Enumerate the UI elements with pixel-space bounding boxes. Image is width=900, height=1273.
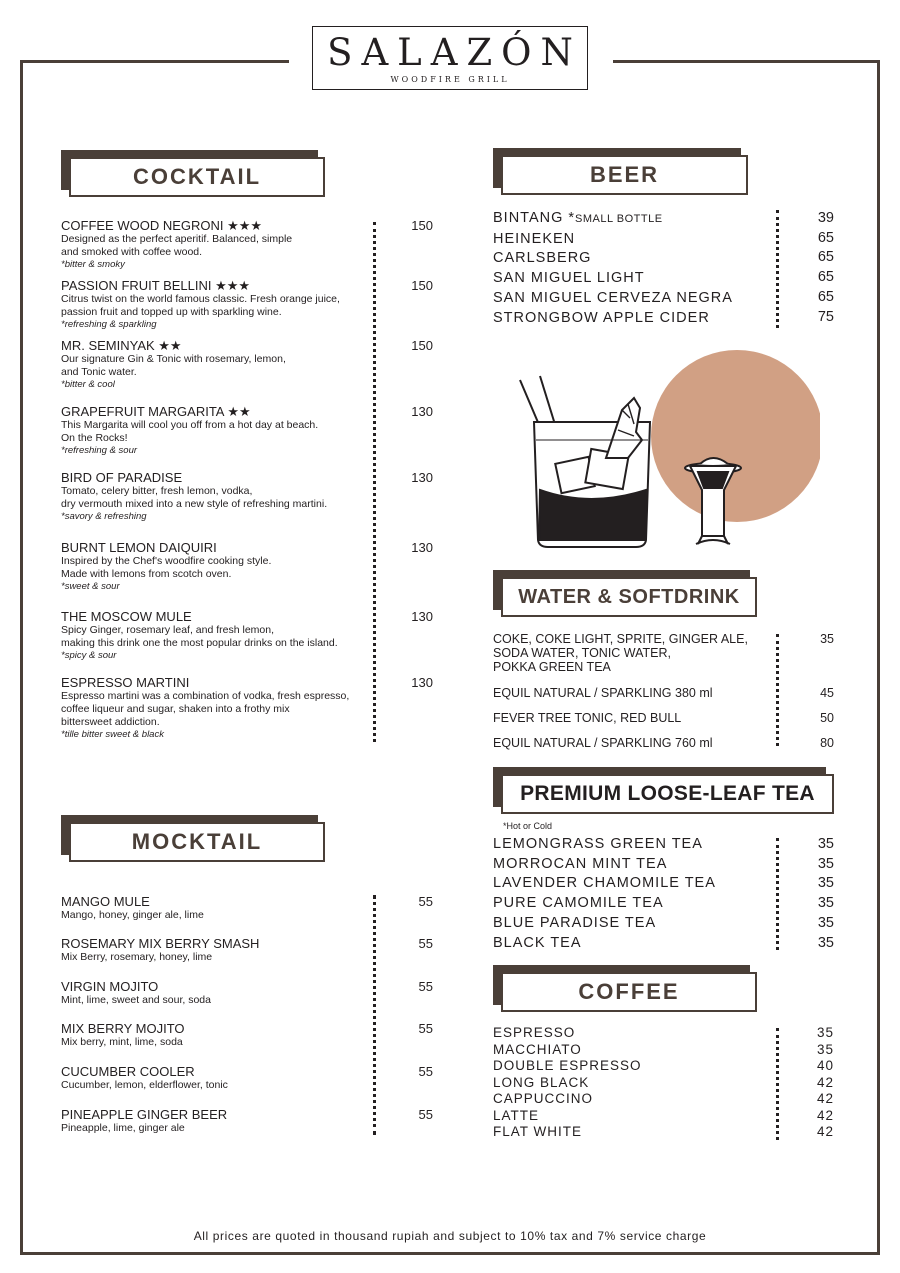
tea-price: 35 bbox=[817, 914, 834, 931]
cocktail-price: 130 bbox=[411, 404, 433, 419]
cocktail-item bbox=[61, 218, 371, 271]
cocktail-item bbox=[61, 540, 371, 593]
coffee-price: 35 bbox=[816, 1041, 834, 1057]
mocktail-price: 55 bbox=[418, 936, 433, 951]
cocktail-description: Our signature Gin & Tonic with rosemary, lemon, bbox=[61, 353, 286, 365]
coffee-name: DOUBLE ESPRESSO bbox=[493, 1058, 642, 1073]
mocktail-name: CUCUMBER COOLER bbox=[61, 1064, 195, 1079]
water-item-name: EQUIL NATURAL / SPARKLING 760 ml bbox=[493, 736, 713, 750]
coffee-price: 42 bbox=[816, 1091, 834, 1106]
cocktail-description: Spicy Ginger, rosemary leaf, and fresh lemon, bbox=[61, 624, 275, 636]
coffee-name: LONG BLACK bbox=[493, 1074, 590, 1090]
cocktail-flavor-note: *refreshing & sour bbox=[61, 445, 138, 456]
water-item bbox=[493, 711, 773, 725]
beer-name: STRONGBOW APPLE CIDER bbox=[493, 309, 710, 326]
tea-dotted-divider bbox=[776, 838, 779, 950]
tea-note: *Hot or Cold bbox=[503, 821, 553, 831]
cocktail-name: PASSION FRUIT BELLINI ★★★ bbox=[61, 278, 251, 293]
cocktail-description: Inspired by the Chef's woodfire cooking style. bbox=[61, 555, 272, 567]
mocktail-price: 55 bbox=[418, 1107, 433, 1122]
mocktail-description: Cucumber, lemon, elderflower, tonic bbox=[61, 1079, 228, 1091]
mocktail-price: 55 bbox=[418, 1021, 433, 1036]
mocktail-dotted-divider bbox=[373, 895, 376, 1135]
cocktail-price: 130 bbox=[411, 470, 433, 485]
cocktail-name: THE MOSCOW MULE bbox=[61, 609, 192, 624]
mocktail-item bbox=[61, 979, 371, 1007]
coffee-title: COFFEE bbox=[501, 972, 757, 1012]
coffee-name: MACCHIATO bbox=[493, 1041, 582, 1057]
beer-name: SAN MIGUEL LIGHT bbox=[493, 270, 645, 287]
cocktail-header bbox=[61, 150, 331, 198]
beer-name: SAN MIGUEL CERVEZA NEGRA bbox=[493, 289, 733, 306]
coffee-list bbox=[493, 1025, 773, 1141]
beer-price: 75 bbox=[817, 308, 834, 325]
tea-list bbox=[493, 835, 773, 953]
mocktail-item bbox=[61, 1107, 371, 1135]
beer-title: BEER bbox=[501, 155, 748, 195]
price-footer-note: All prices are quoted in thousand rupiah and subject to 10% tax and 7% service charge bbox=[193, 1229, 707, 1243]
coffee-name: FLAT WHITE bbox=[493, 1124, 583, 1139]
beer-name: BINTANG * bbox=[493, 210, 576, 226]
beer-item bbox=[493, 230, 773, 250]
brand-subtitle: WOODFIRE GRILL bbox=[390, 75, 510, 84]
cocktail-title: COCKTAIL bbox=[69, 157, 325, 197]
beer-price: 39 bbox=[817, 210, 834, 226]
mocktail-price: 55 bbox=[418, 979, 433, 994]
mocktail-item bbox=[61, 936, 371, 964]
tea-name: LAVENDER CHAMOMILE TEA bbox=[493, 875, 716, 892]
cocktail-dotted-divider bbox=[373, 222, 376, 742]
beer-size-note: SMALL BOTTLE bbox=[575, 213, 663, 225]
mocktail-price: 55 bbox=[418, 894, 433, 909]
cocktail-flavor-note: *bitter & cool bbox=[61, 379, 115, 390]
cocktail-name: BURNT LEMON DAIQUIRI bbox=[61, 540, 217, 555]
accent-circle bbox=[651, 350, 820, 522]
cocktail-price: 150 bbox=[411, 218, 433, 233]
cocktail-flavor-note: *tille bitter sweet & black bbox=[61, 729, 164, 740]
mocktail-description: Mix berry, mint, lime, soda bbox=[61, 1036, 183, 1048]
water-price: 35 bbox=[820, 632, 834, 646]
cocktail-name: GRAPEFRUIT MARGARITA ★★ bbox=[61, 404, 251, 419]
cocktail-description: coffee liqueur and sugar, shaken into a frothy mix bbox=[61, 703, 290, 715]
cocktail-price: 130 bbox=[411, 675, 433, 690]
cocktail-price: 130 bbox=[411, 609, 433, 624]
tea-price: 35 bbox=[817, 895, 834, 912]
beer-price: 65 bbox=[817, 288, 834, 305]
water-item-name: POKKA GREEN TEA bbox=[493, 660, 611, 674]
cocktail-description: Designed as the perfect aperitif. Balanced, simple bbox=[61, 233, 293, 245]
coffee-dotted-divider bbox=[776, 1028, 779, 1140]
tea-name: LEMONGRASS GREEN TEA bbox=[493, 836, 703, 852]
mocktail-description: Mint, lime, sweet and sour, soda bbox=[61, 994, 211, 1006]
coffee-price: 42 bbox=[816, 1124, 834, 1139]
cocktail-description: On the Rocks! bbox=[61, 432, 128, 444]
cocktail-item bbox=[61, 609, 371, 662]
cocktail-description: Tomato, celery bitter, fresh lemon, vodka, bbox=[61, 485, 253, 497]
cocktail-price: 150 bbox=[411, 278, 433, 293]
coffee-name: ESPRESSO bbox=[493, 1025, 576, 1040]
water-item-name: SODA WATER, TONIC WATER, bbox=[493, 646, 672, 660]
tea-name: MORROCAN MINT TEA bbox=[493, 855, 668, 872]
coffee-name: LATTE bbox=[493, 1107, 540, 1123]
water-item-name: FEVER TREE TONIC, RED BULL bbox=[493, 711, 682, 725]
coffee-price: 42 bbox=[816, 1074, 834, 1090]
mocktail-description: Mix Berry, rosemary, honey, lime bbox=[61, 951, 213, 963]
beer-price: 65 bbox=[817, 229, 834, 246]
cocktail-name: ESPRESSO MARTINI bbox=[61, 675, 190, 690]
coffee-header bbox=[493, 965, 763, 1013]
mocktail-item bbox=[61, 894, 371, 922]
cocktail-description: Citrus twist on the world famous classic. Fresh orange juice, bbox=[61, 293, 340, 305]
mocktail-item bbox=[61, 1064, 371, 1092]
water-title: WATER & SOFTDRINK bbox=[501, 577, 757, 617]
cocktail-description: This Margarita will cool you off from a hot day at beach. bbox=[61, 419, 319, 431]
beer-item bbox=[493, 289, 773, 309]
cocktail-description: Espresso martini was a combination of vodka, fresh espresso, bbox=[61, 690, 350, 702]
cocktail-name: COFFEE WOOD NEGRONI ★★★ bbox=[61, 218, 263, 233]
tea-price: 35 bbox=[817, 875, 834, 892]
cocktail-description: dry vermouth mixed into a new style of refreshing martini. bbox=[61, 498, 328, 510]
tea-name: BLUE PARADISE TEA bbox=[493, 914, 657, 931]
beer-price: 65 bbox=[817, 269, 834, 286]
beer-header bbox=[493, 148, 753, 196]
water-price: 45 bbox=[820, 686, 834, 700]
cocktail-description: Made with lemons from scotch oven. bbox=[61, 568, 232, 580]
coffee-price: 35 bbox=[816, 1025, 834, 1040]
tea-prices bbox=[790, 835, 834, 953]
tea-price: 35 bbox=[817, 836, 834, 852]
mocktail-price: 55 bbox=[418, 1064, 433, 1079]
mocktail-title: MOCKTAIL bbox=[69, 822, 325, 862]
water-item bbox=[493, 632, 773, 674]
cocktail-description: passion fruit and topped up with sparkling wine. bbox=[61, 306, 282, 318]
beer-item bbox=[493, 209, 773, 230]
cocktail-flavor-note: *spicy & sour bbox=[61, 650, 117, 661]
tea-header bbox=[493, 767, 838, 815]
mocktail-header bbox=[61, 815, 331, 863]
tea-price: 35 bbox=[817, 934, 834, 951]
cocktail-flavor-note: *bitter & smoky bbox=[61, 259, 125, 270]
tea-title: PREMIUM LOOSE-LEAF TEA bbox=[501, 774, 834, 814]
beer-prices bbox=[790, 209, 834, 327]
cocktail-name: BIRD OF PARADISE bbox=[61, 470, 183, 485]
water-dotted-divider bbox=[776, 634, 779, 746]
water-price: 50 bbox=[820, 711, 834, 725]
cocktail-item bbox=[61, 404, 371, 457]
tea-price: 35 bbox=[817, 855, 834, 872]
logo-box bbox=[312, 26, 588, 90]
water-price: 80 bbox=[820, 736, 834, 750]
cocktail-name: MR. SEMINYAK ★★ bbox=[61, 338, 182, 353]
brand-name: SALAZÓN bbox=[327, 31, 582, 74]
water-item-name: COKE, COKE LIGHT, SPRITE, GINGER ALE, bbox=[493, 632, 748, 646]
cocktail-flavor-note: *sweet & sour bbox=[61, 581, 120, 592]
cocktail-item bbox=[61, 470, 371, 523]
coffee-name: CAPPUCCINO bbox=[493, 1091, 594, 1106]
cocktail-price: 130 bbox=[411, 540, 433, 555]
beer-item bbox=[493, 249, 773, 269]
cocktail-item bbox=[61, 675, 371, 741]
mocktail-name: MANGO MULE bbox=[61, 894, 150, 909]
mocktail-description: Mango, honey, ginger ale, lime bbox=[61, 909, 204, 921]
water-item-name: EQUIL NATURAL / SPARKLING 380 ml bbox=[493, 686, 713, 700]
beer-dotted-divider bbox=[776, 210, 779, 328]
cocktail-flavor-note: *savory & refreshing bbox=[61, 511, 147, 522]
drinks-illustration bbox=[510, 340, 820, 555]
beer-price: 65 bbox=[817, 249, 834, 266]
cocktail-description: bittersweet addiction. bbox=[61, 716, 160, 728]
mocktail-description: Pineapple, lime, ginger ale bbox=[61, 1122, 185, 1134]
water-header bbox=[493, 570, 763, 618]
cocktail-flavor-note: *refreshing & sparkling bbox=[61, 319, 157, 330]
cocktail-price: 150 bbox=[411, 338, 433, 353]
logo bbox=[289, 10, 613, 112]
beer-name: CARLSBERG bbox=[493, 250, 592, 267]
tea-name: BLACK TEA bbox=[493, 934, 582, 951]
cocktail-description: and Tonic water. bbox=[61, 366, 137, 378]
water-item bbox=[493, 686, 773, 700]
mocktail-name: VIRGIN MOJITO bbox=[61, 979, 159, 994]
cocktail-item bbox=[61, 278, 371, 331]
mocktail-name: MIX BERRY MOJITO bbox=[61, 1021, 185, 1036]
cocktail-description: and smoked with coffee wood. bbox=[61, 246, 203, 258]
cocktail-glass-icon bbox=[520, 376, 650, 547]
tea-name: PURE CAMOMILE TEA bbox=[493, 895, 664, 912]
coffee-prices bbox=[790, 1025, 834, 1141]
coffee-price: 42 bbox=[816, 1107, 834, 1123]
water-item bbox=[493, 736, 773, 750]
beer-list bbox=[493, 209, 773, 328]
coffee-price: 40 bbox=[816, 1058, 834, 1073]
beer-item bbox=[493, 309, 773, 329]
mocktail-name: ROSEMARY MIX BERRY SMASH bbox=[61, 936, 260, 951]
beer-name: HEINEKEN bbox=[493, 230, 576, 247]
cocktail-item bbox=[61, 338, 371, 391]
mocktail-name: PINEAPPLE GINGER BEER bbox=[61, 1107, 228, 1122]
beer-item bbox=[493, 269, 773, 289]
cocktail-description: making this drink one the most popular drinks on the island. bbox=[61, 637, 338, 649]
mocktail-item bbox=[61, 1021, 371, 1049]
